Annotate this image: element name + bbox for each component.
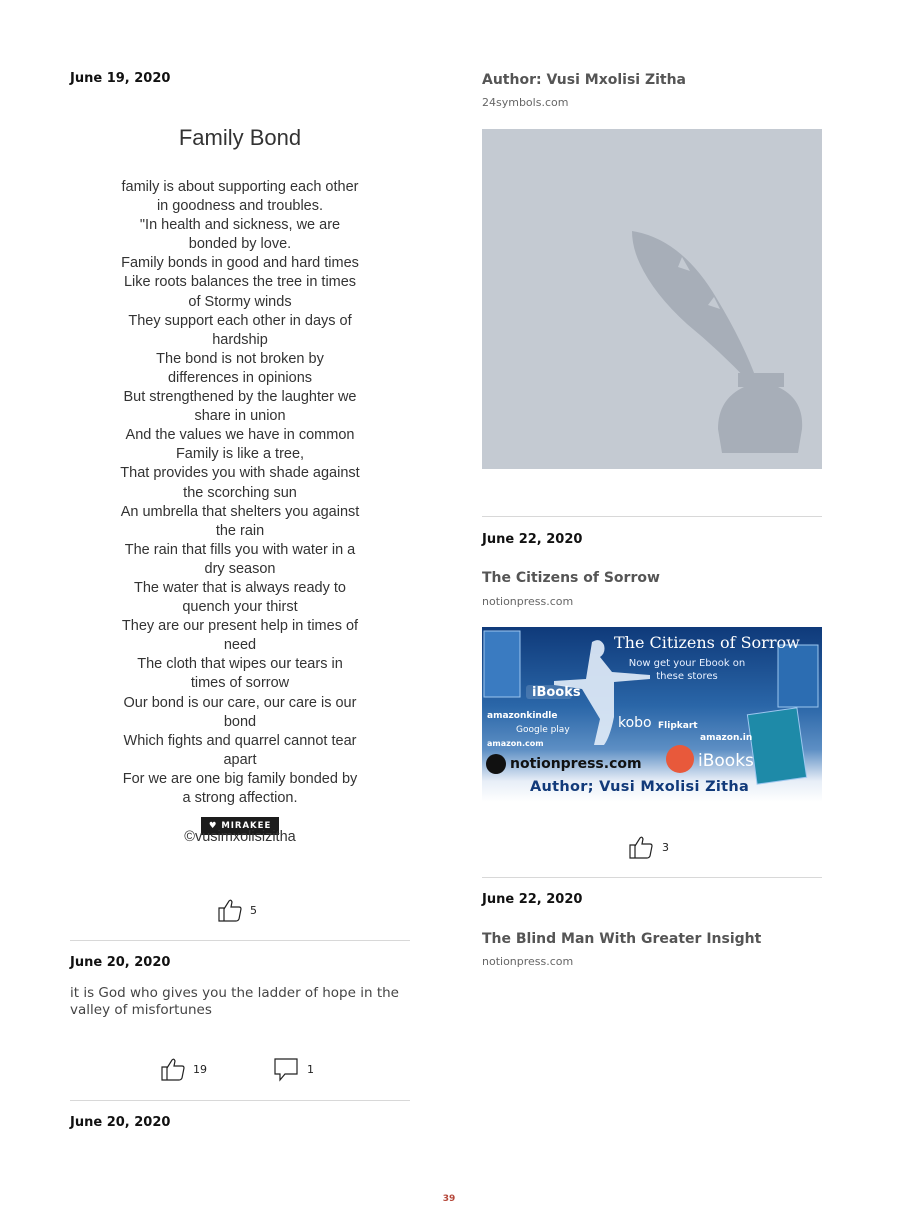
store-logo: iBooks (532, 685, 581, 700)
like-count: 19 (193, 1062, 207, 1076)
poem-line: Which fights and quarrel cannot tear (123, 732, 357, 749)
post-title[interactable]: Author: Vusi Mxolisi Zitha (482, 72, 687, 88)
divider (482, 516, 822, 517)
comment-icon (272, 1055, 300, 1083)
comment-button[interactable] (272, 1055, 314, 1083)
book-banner-image (482, 627, 822, 802)
poem-line: in goodness and troubles. (156, 198, 324, 215)
post-source[interactable]: notionpress.com (482, 595, 574, 608)
poem-line: An umbrella that shelters you against (120, 503, 360, 520)
poem-line: the scorching sun (183, 484, 297, 501)
poem-line: bonded by love. (188, 236, 292, 253)
poem-line: The bond is not broken by (156, 350, 324, 367)
poem-line: And the values we have in common (125, 427, 355, 444)
like-button[interactable] (627, 833, 669, 861)
divider (70, 940, 410, 941)
post-date: June 22, 2020 (482, 892, 583, 907)
divider (482, 877, 822, 878)
poem-line: differences in opinions (167, 369, 313, 386)
like-button[interactable] (216, 896, 257, 924)
poem-line: The rain that fills you with water in a (124, 541, 356, 558)
poem-signature: ©vusimxolisizitha (184, 829, 296, 846)
comment-count: 1 (307, 1062, 314, 1076)
store-logo: amazon.com (487, 739, 544, 748)
poem-line: Our bond is our care, our care is our (123, 694, 357, 711)
poem-line: For we are one big family bonded by (122, 770, 358, 787)
like-count: 5 (250, 903, 257, 917)
post-source[interactable]: notionpress.com (482, 955, 574, 968)
poem-line: The cloth that wipes our tears in (137, 656, 343, 673)
poem-line: the rain (215, 522, 265, 539)
thumbs-up-icon (216, 896, 244, 924)
divider (70, 1100, 410, 1101)
poem-line: Like roots balances the tree in times (123, 274, 357, 291)
store-logo: amazon.in (700, 733, 753, 743)
quill-ink-icon (482, 129, 822, 469)
store-logo: Google play (516, 725, 570, 735)
poem-line: hardship (212, 331, 268, 348)
badge-label: MIRAKEE (221, 821, 272, 832)
banner-title: The Citizens of Sorrow (614, 633, 800, 652)
heart-icon: ♥ (208, 821, 218, 832)
poem-line: That provides you with shade against (120, 465, 360, 482)
poem-line: They are our present help in times of (121, 618, 359, 635)
store-logo: kobo (618, 715, 652, 731)
poem-image (70, 115, 410, 855)
store-logo: amazonkindle (487, 711, 558, 721)
poem-line: a strong affection. (182, 790, 298, 806)
poem-line: quench your thirst (182, 599, 298, 616)
poem-line: bond (223, 713, 257, 730)
poem-line: share in union (194, 408, 286, 425)
poem-title: Family Bond (178, 125, 302, 150)
post-date: June 20, 2020 (70, 955, 171, 970)
poem-line: The water that is always ready to (134, 579, 346, 596)
like-button[interactable] (159, 1055, 207, 1083)
poem-body (95, 178, 385, 808)
post-date: June 20, 2020 (70, 1115, 171, 1130)
poem-line: Family is like a tree, (175, 446, 305, 463)
like-count: 3 (662, 840, 669, 854)
post-text: it is God who gives you the ladder of hope in the valley of misfortunes (70, 985, 399, 1018)
post-source[interactable]: 24symbols.com (482, 96, 569, 109)
post-date: June 22, 2020 (482, 532, 583, 547)
banner-author: Author; Vusi Mxolisi Zitha (530, 779, 750, 795)
poem-line: apart (223, 751, 257, 768)
poem-line: They support each other in days of (128, 312, 352, 329)
poem-line: need (223, 637, 257, 654)
poem-line: "In health and sickness, we are (139, 217, 341, 234)
post-title[interactable]: The Citizens of Sorrow (482, 570, 660, 586)
poem-line: of Stormy winds (188, 293, 292, 310)
store-logo: Flipkart (658, 721, 698, 731)
poem-line: Family bonds in good and hard times (121, 255, 359, 272)
book-cover-placeholder (482, 129, 822, 469)
poem-line: But strengthened by the laughter we (123, 389, 357, 406)
store-logo: notionpress.com (510, 756, 642, 772)
banner-subtitle: Now get your Ebook on these stores (628, 658, 746, 682)
poem-line: family is about supporting each other (121, 179, 359, 195)
page-number: 39 (442, 1194, 456, 1204)
poem-line: dry season (204, 560, 276, 577)
thumbs-up-icon (627, 833, 655, 861)
poem-line: times of sorrow (190, 675, 290, 692)
store-logo: iBooks (698, 751, 754, 771)
thumbs-up-icon (159, 1055, 187, 1083)
post-date: June 19, 2020 (70, 71, 171, 86)
post-title[interactable]: The Blind Man With Greater Insight (482, 931, 762, 947)
